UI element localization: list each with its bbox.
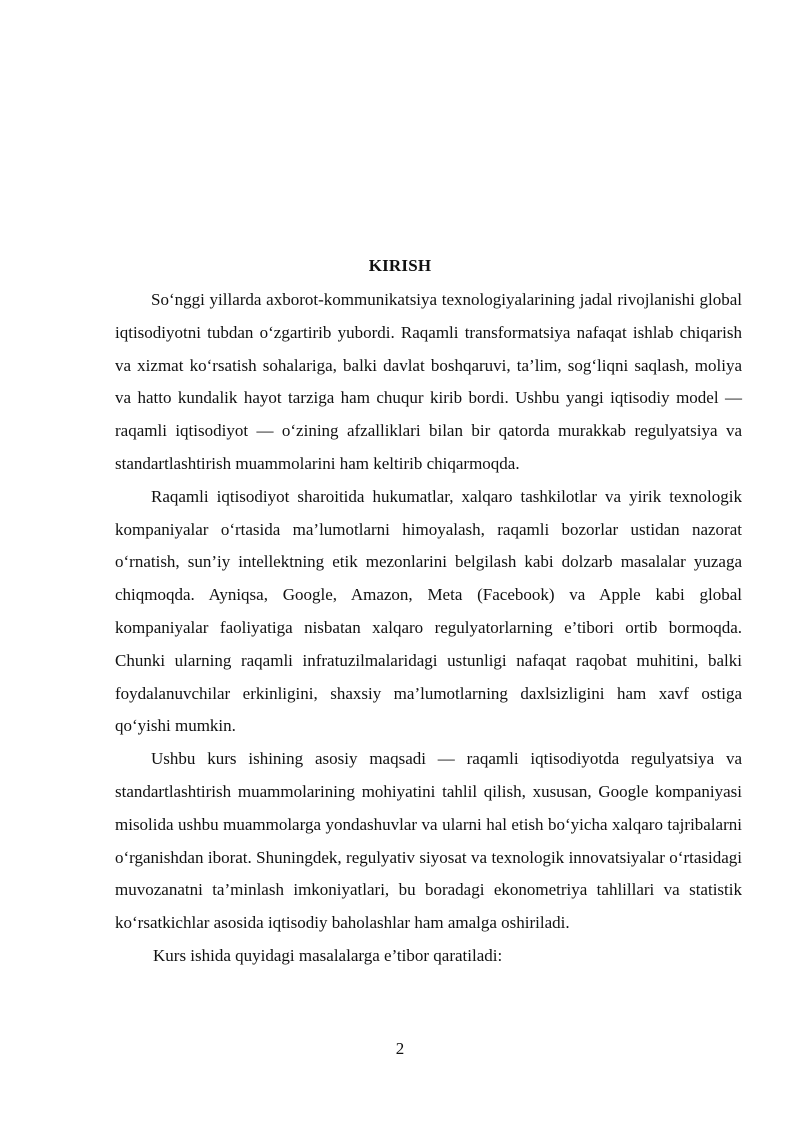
paragraph-2: Raqamli iqtisodiyot sharoitida hukumatlar, xalqaro tashkilotlar va yirik texnologik kompaniyalar o‘rtasida ma’lumotlarni himoyalash, raqamli bozorlar ustidan nazorat o‘rnatish, sun’iy intellektning etik mezonlarini belgilash kabi dolzarb masalalar yuzaga chiqmoqda. Ayniqsa, Google, Amazon, Meta (Facebook) va Apple kabi global kompaniyalar faoliyatiga nisbatan xalqaro regulyatorlarning e’tibori ortib bormoqda. Chunki ularning raqamli infratuzilmalaridagi ustunligi nafaqat raqobat muhitini, balki foydalanuvchilar erkinligini, shaxsiy ma’lumotlarning daxlsizligini ham xavf ostiga qo‘yishi mumkin. xyxy=(115,486,742,736)
page-number: 2 xyxy=(395,1039,405,1058)
closing-line: Kurs ishida quyidagi masalalarga e’tibor qaratiladi: xyxy=(153,945,503,965)
paragraph-3: Ushbu kurs ishining asosiy maqsadi — raqamli iqtisodiyotda regulyatsiya va standartlashtirish muammolarining mohiyatini tahlil qilish, xususan, Google kompaniyasi misolida ushbu muammolarga yondashuvlar va ularni hal etish bo‘yicha xalqaro tajribalarni o‘rganishdan iborat. Shuningdek, regulyativ siyosat va texnologik innovatsiyalar o‘rtasidagi muvozanatni ta’minlash imkoniyatlari, bu boradagi ekonometriya tahlillari va statistik ko‘rsatkichlar asosida iqtisodiy baholashlar ham amalga oshiriladi. xyxy=(115,749,742,933)
section-title: KIRISH xyxy=(368,256,432,275)
document-body xyxy=(115,284,742,973)
paragraph-1: So‘nggi yillarda axborot-kommunikatsiya texnologiyalarining jadal rivojlanishi global iqtisodiyotni tubdan o‘zgartirib yubordi. Raqamli transformatsiya nafaqat ishlab chiqarish va xizmat ko‘rsatish sohalariga, balki davlat boshqaruvi, ta’lim, sog‘liqni saqlash, moliya va hatto kundalik hayot tarziga ham chuqur kirib bordi. Ushbu yangi iqtisodiy model — raqamli iqtisodiyot — o‘zining afzalliklari bilan bir qatorda murakkab regulyatsiya va standartlashtirish muammolarini ham keltirib chiqarmoqda. xyxy=(115,290,742,473)
